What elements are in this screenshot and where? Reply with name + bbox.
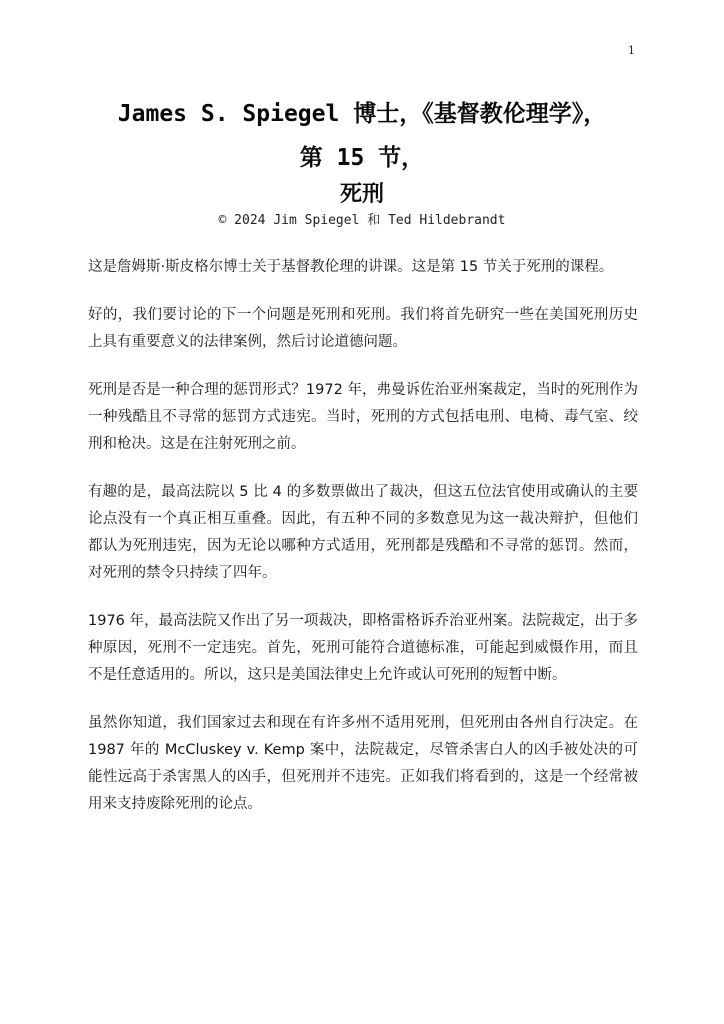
paragraph: 虽然你知道，我们国家过去和现在有许多州不适用死刑，但死刑由各州自行决定。在 1987 年的 McCluskey v. Kemp 案中，法院裁定，尽管杀害白人的凶手被处决的可能性远高于杀害黑人的凶手，但死刑并不违宪。正如我们将看到的，这是一个经常被用来支持废除死刑的论点。	[88, 715, 638, 812]
body-text	[88, 254, 638, 839]
paragraph: 这是詹姆斯·斯皮格尔博士关于基督教伦理的讲课。这是第 15 节关于死刑的课程。	[88, 259, 614, 275]
paragraph: 1976 年，最高法院又作出了另一项裁决，即格雷格诉乔治亚州案。法院裁定，出于多种原因，死刑不一定违宪。首先，死刑可能符合道德标准，可能起到威慑作用，而且不是任意适用的。所以，这只是美国法律史上允许或认可死刑的短暂中断。	[88, 613, 638, 683]
title-block	[40, 92, 684, 232]
paragraph: 死刑是否是一种合理的惩罚形式？1972 年，弗曼诉佐治亚州案裁定，当时的死刑作为一种残酷且不寻常的惩罚方式违宪。当时，死刑的方式包括电刑、电椅、毒气室、绞刑和枪决。这是在注射死刑之前。	[88, 382, 638, 452]
lecture-subtitle: 死刑	[339, 182, 384, 207]
title-line-1: James S. Spiegel 博士，《基督教伦理学》，	[117, 101, 607, 127]
title-line-2: 第 15 节，	[299, 145, 425, 171]
paragraph: 有趣的是，最高法院以 5 比 4 的多数票做出了裁决，但这五位法官使用或确认的主要论点没有一个真正相互重叠。因此，有五种不同的多数意见为这一裁决辩护，但他们都认为死刑违宪，因为无论以哪种方式适用，死刑都是残酷和不寻常的惩罚。然而，对死刑的禁令只持续了四年。	[88, 484, 638, 581]
paragraph: 好的，我们要讨论的下一个问题是死刑和死刑。我们将首先研究一些在美国死刑历史上具有重要意义的法律案例，然后讨论道德问题。	[88, 307, 638, 350]
page-number: 1	[628, 44, 635, 57]
copyright-notice: © 2024 Jim Spiegel 和 Ted Hildebrandt	[218, 213, 506, 228]
